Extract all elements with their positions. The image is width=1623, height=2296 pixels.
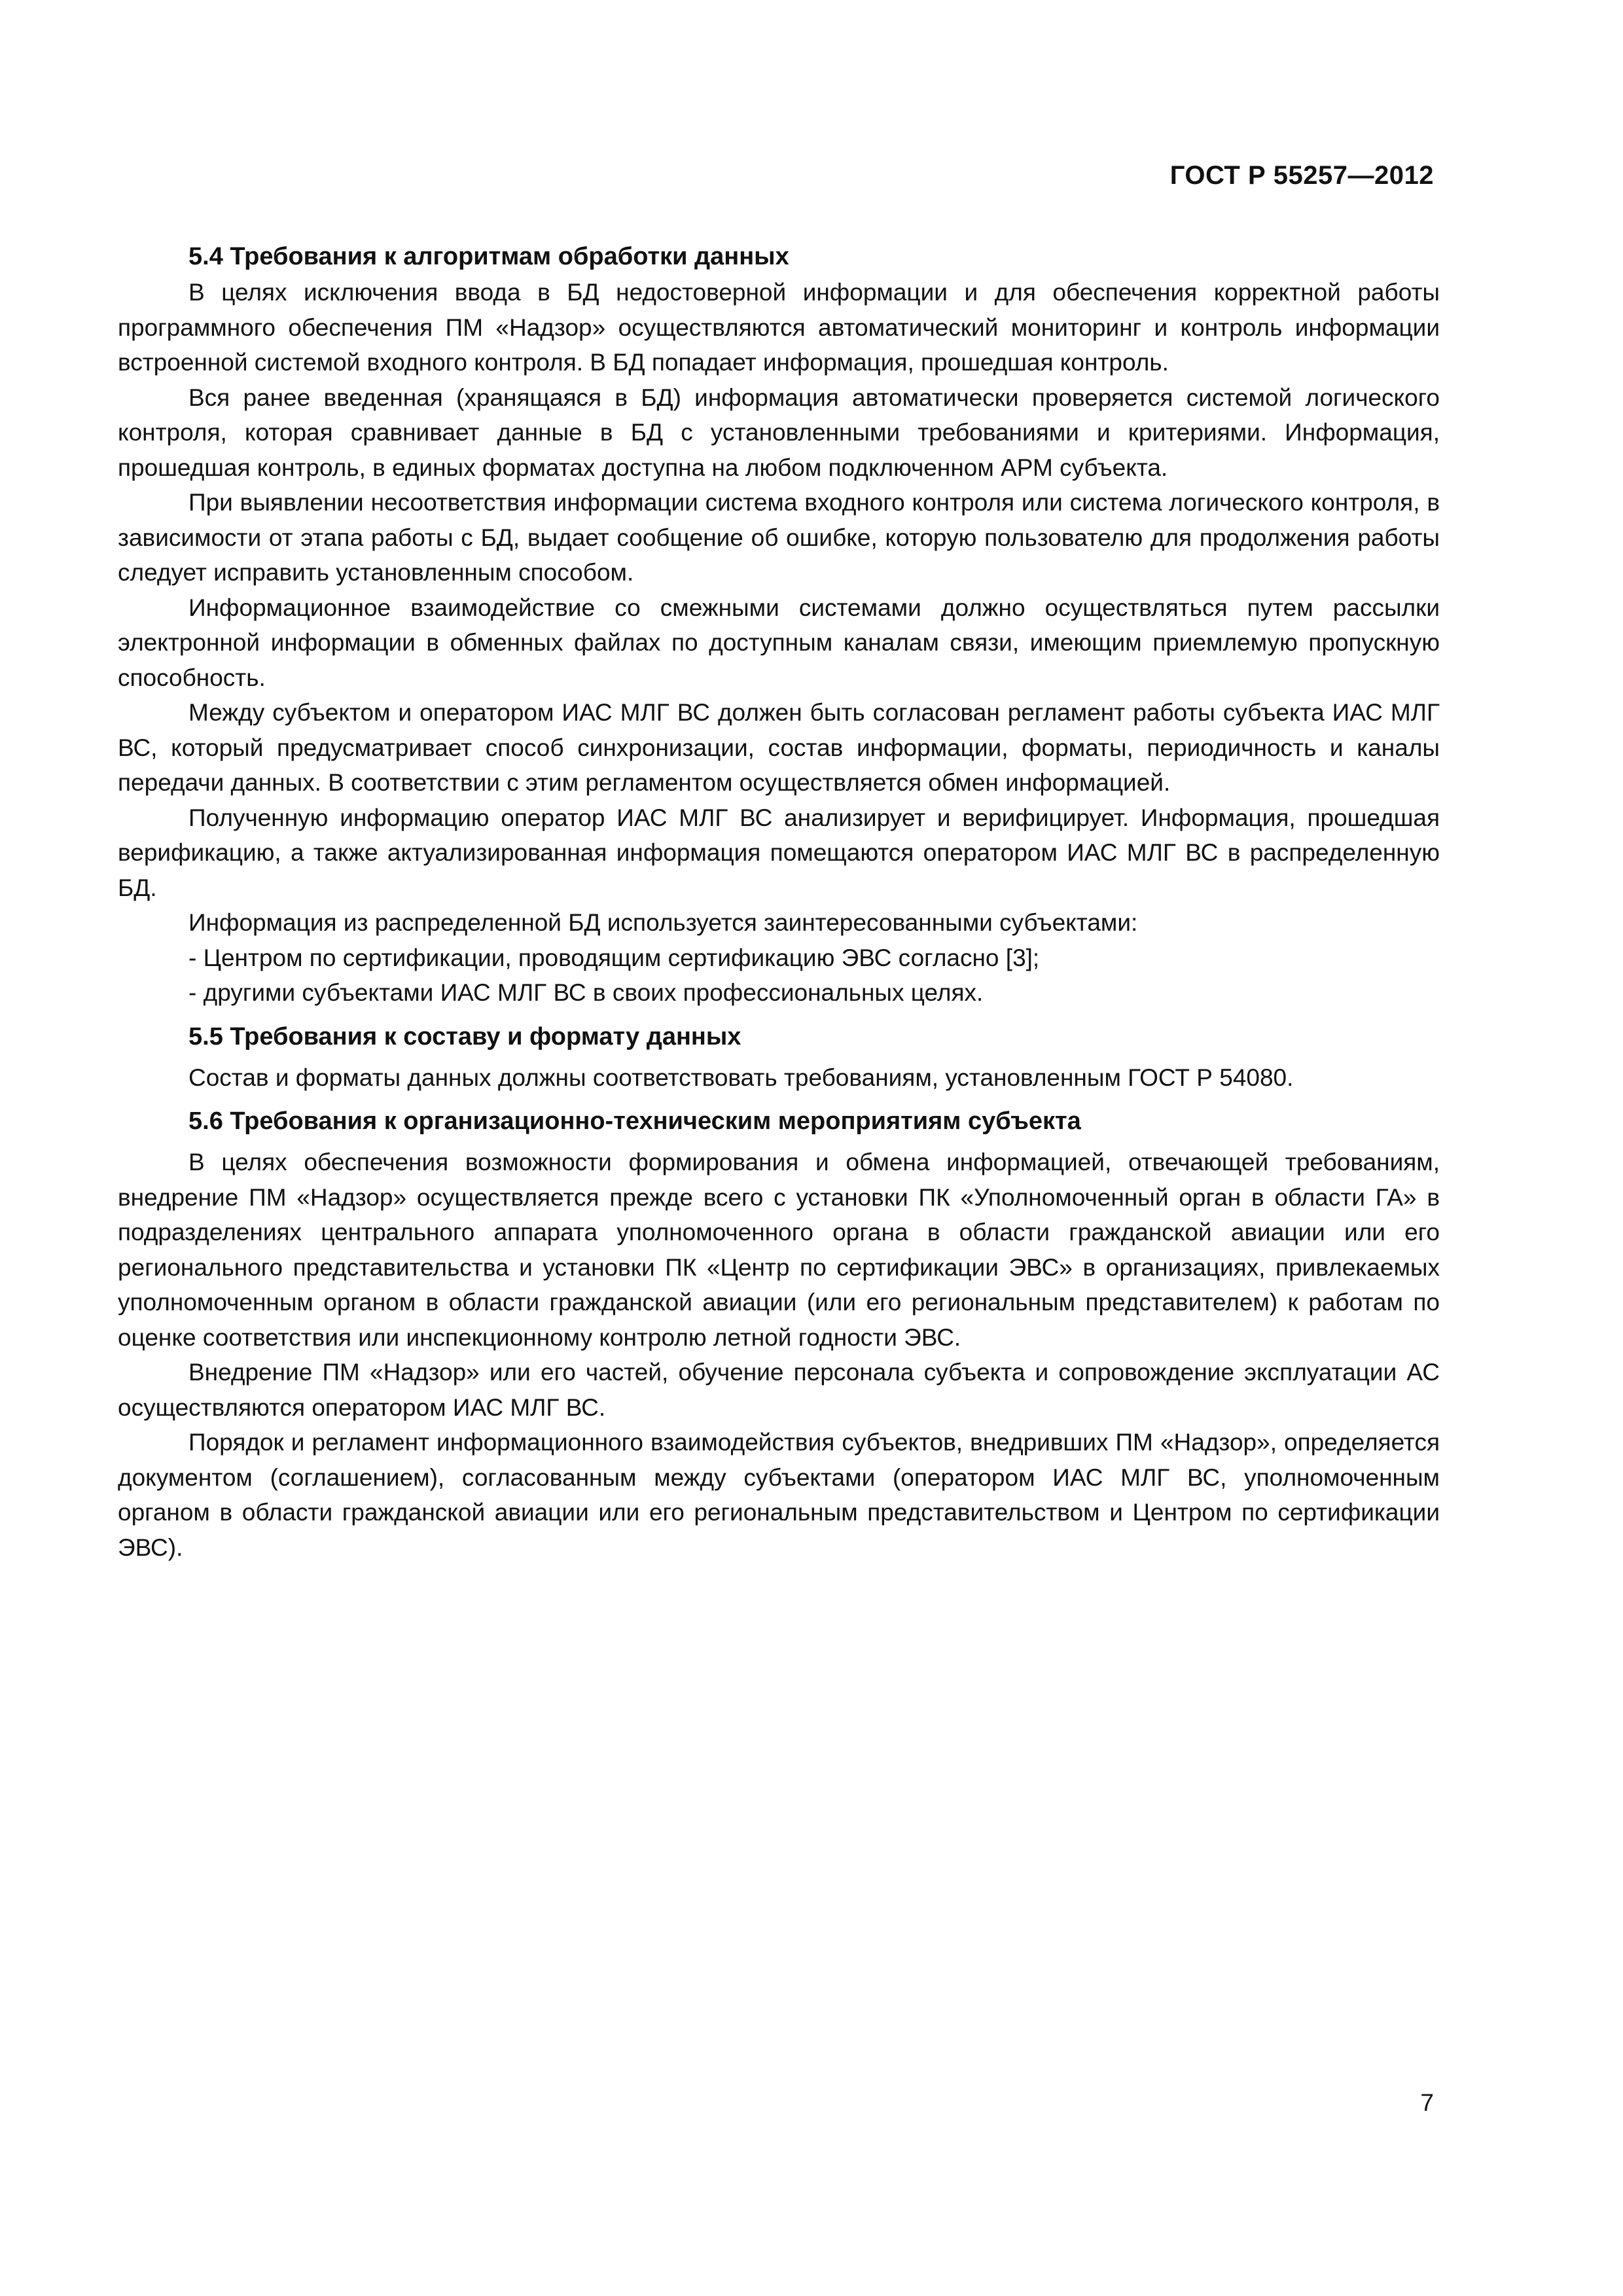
paragraph: Порядок и регламент информационного взаимодействия субъектов, внедривших ПМ «Надзор», определяется документом (соглашением), согласованным между субъектами (оператором ИАС МЛГ ВС, уполномоченным органом в области гражданской авиации или его региональным представительством и Центром по сертификации ЭВС).	[118, 1429, 1440, 1561]
paragraph: В целях обеспечения возможности формирования и обмена информацией, отвечающей требованиям, внедрение ПМ «Надзор» осуществляется прежде всего с установки ПК «Уполномоченный орган в области ГА» в подразделениях центрального аппарата уполномоченного органа в области гражданской авиации или его регионального представительства и установки ПК «Центр по сертификации ЭВС» в организациях, привлекаемых уполномоченным органом в области гражданской авиации (или его региональным представителем) к работам по оценке соответствия или инспекционному контролю летной годности ЭВС.	[118, 1149, 1440, 1351]
document-number: ГОСТ Р 55257—2012	[1169, 161, 1434, 190]
paragraph: Состав и форматы данных должны соответствовать требованиям, установленным ГОСТ Р 54080.	[188, 1064, 1294, 1091]
paragraph: При выявлении несоответствия информации система входного контроля или система логического контроля, в зависимости от этапа работы с БД, выдает сообщение об ошибке, которую пользователю для продолжения работы следует исправить установленным способом.	[118, 489, 1440, 586]
paragraph: Между субъектом и оператором ИАС МЛГ ВС должен быть согласован регламент работы субъекта ИАС МЛГ ВС, который предусматривает способ синхронизации, состав информации, форматы, периодичность и каналы передачи данных. В соответствии с этим регламентом осуществляется обмен информацией.	[118, 699, 1440, 796]
document-body	[118, 238, 1440, 1565]
page-number: 7	[1420, 2089, 1434, 2116]
section-heading-5-4: 5.4 Требования к алгоритмам обработки данных	[188, 243, 789, 270]
list-item: - другими субъектами ИАС МЛГ ВС в своих профессиональных целях.	[188, 979, 984, 1006]
paragraph: Внедрение ПМ «Надзор» или его частей, обучение персонала субъекта и сопровождение эксплуатации АС осуществляются оператором ИАС МЛГ ВС.	[118, 1359, 1440, 1421]
paragraph: В целях исключения ввода в БД недостоверной информации и для обеспечения корректной работы программного обеспечения ПМ «Надзор» осуществляются автоматический мониторинг и контроль информации встроенной системой входного контроля. В БД попадает информация, прошедшая контроль.	[118, 279, 1440, 376]
section-heading-5-6: 5.6 Требования к организационно-техническим мероприятиям субъекта	[188, 1107, 1081, 1135]
paragraph: Вся ранее введенная (хранящаяся в БД) информация автоматически проверяется системой логического контроля, которая сравнивает данные в БД с установленными требованиями и критериями. Информация, прошедшая контроль, в единых форматах доступна на любом подключенном АРМ субъекта.	[118, 384, 1440, 481]
paragraph: Информация из распределенной БД используется заинтересованными субъектами:	[188, 909, 1138, 936]
list-item: - Центром по сертификации, проводящим сертификацию ЭВС согласно [3];	[188, 944, 1040, 971]
section-heading-5-5: 5.5 Требования к составу и формату данных	[188, 1022, 741, 1050]
paragraph: Полученную информацию оператор ИАС МЛГ ВС анализирует и верифицирует. Информация, прошедшая верификацию, а также актуализированная информация помещаются оператором ИАС МЛГ ВС в распределенную БД.	[118, 804, 1440, 901]
paragraph: Информационное взаимодействие со смежными системами должно осуществляться путем рассылки электронной информации в обменных файлах по доступным каналам связи, имеющим приемлемую пропускную способность.	[118, 594, 1440, 691]
